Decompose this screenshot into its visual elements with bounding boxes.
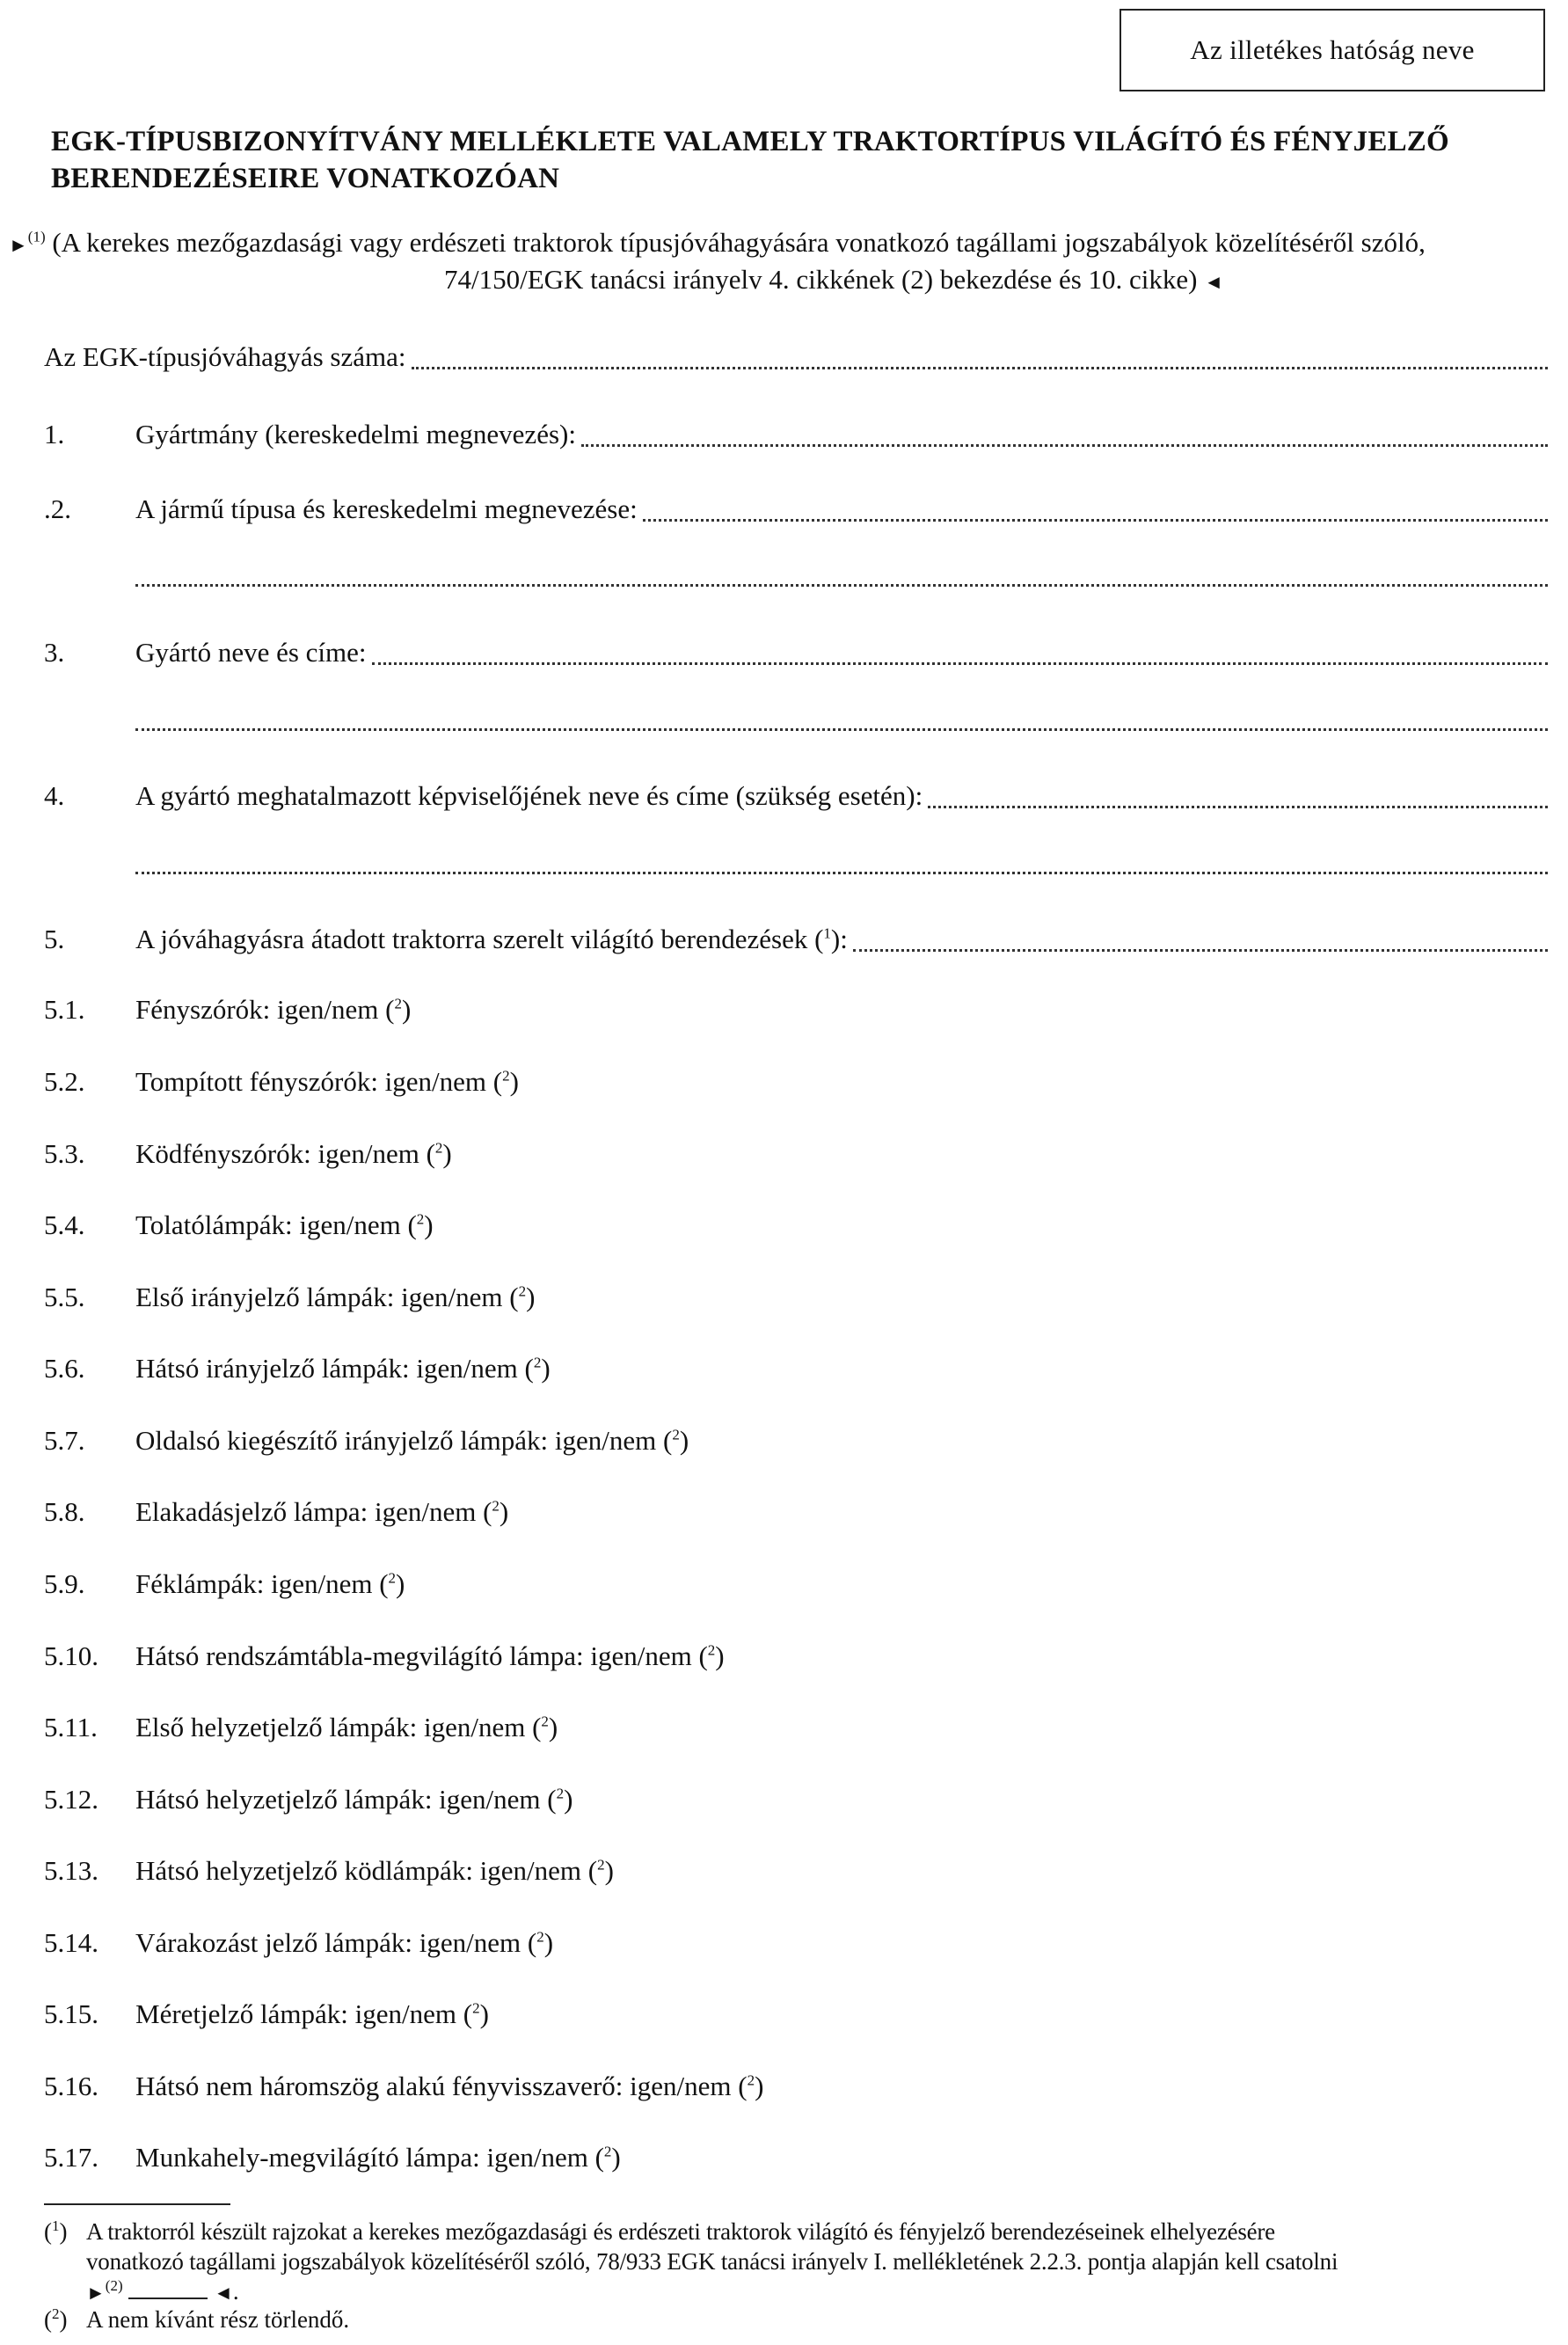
item-fill-line[interactable] [643, 490, 1548, 522]
lamp-number: 5.5. [44, 1282, 85, 1312]
lamp-number: 5.9. [44, 1568, 85, 1599]
item-label: A gyártó meghatalmazott képviselőjének neve és címe (szükség esetén): [135, 780, 923, 811]
lamp-label: Ködfényszórók: igen/nem ($^2$) [135, 1138, 452, 1169]
lamp-number: 5.3. [44, 1138, 85, 1169]
item-fill-line[interactable] [372, 633, 1548, 665]
item-label: Gyártmány (kereskedelmi megnevezés): [135, 419, 576, 449]
lamp-label: Méretjelző lámpák: igen/nem ($^2$) [135, 1998, 489, 2029]
lamp-row [44, 1637, 1548, 1676]
item-row [44, 633, 1548, 672]
lamp-number: 5.16. [44, 2071, 98, 2101]
amendment-text-2: 74/150/EGK tanácsi irányelv 4. cikkének (2) bekezdése és 10. cikke) [444, 264, 1198, 295]
lamp-label: Hátsó nem háromszög alakú fényvisszaverő: igen/nem ($^2$) [135, 2071, 764, 2101]
amendment-note-line-1 [9, 225, 1426, 263]
lamp-label: Oldalsó kiegészítő irányjelző lámpák: igen/nem ($^2$) [135, 1425, 689, 1456]
item-row [44, 920, 1548, 959]
lamp-label: Tompított fényszórók: igen/nem ($^2$) [135, 1066, 519, 1097]
footnote-ref[interactable]: 2 [672, 1426, 680, 1443]
amendment-start-marker-icon: ► [9, 234, 28, 256]
amendment-ref: (1) [27, 228, 46, 245]
lamp-row [44, 1780, 1548, 1819]
footnote-ref[interactable]: 2 [416, 1210, 425, 1228]
lamp-row [44, 1565, 1548, 1604]
item-fill-line[interactable] [928, 777, 1548, 808]
lamp-number: 5.2. [44, 1066, 85, 1097]
lamp-row [44, 1493, 1548, 1531]
item-continuation-fill-line[interactable] [135, 555, 1548, 587]
lamp-label: Első helyzetjelző lámpák: igen/nem ($^2$) [135, 1712, 558, 1742]
footnote-1-text-line-3: ►$^{(2)}$ ◄. [86, 2277, 239, 2305]
footnote-ref[interactable]: 2 [472, 1999, 480, 2017]
lamp-row [44, 1421, 1548, 1460]
lamp-row [44, 1924, 1548, 1962]
lamp-row [44, 1063, 1548, 1101]
item-row [44, 777, 1548, 815]
footnote-ref[interactable]: 2 [518, 1282, 527, 1300]
footnote-ref[interactable]: 2 [597, 1856, 605, 1874]
approval-number-fill-line[interactable] [412, 338, 1549, 369]
amendment-text-1: (A kerekes mezőgazdasági vagy erdészeti traktorok típusjóváhagyására vonatkozó tagállami jogszabályok közelítéséről szóló, [52, 227, 1426, 258]
lamp-row [44, 1852, 1548, 1890]
lamp-label: Hátsó helyzetjelző lámpák: igen/nem ($^2$) [135, 1784, 573, 1815]
item-fill-line[interactable] [853, 920, 1548, 952]
item-row [44, 490, 1548, 529]
footnote-separator [44, 2203, 230, 2205]
lamp-number: 5.12. [44, 1784, 98, 1815]
footnote-ref[interactable]: 1 [823, 924, 831, 942]
item-fill-line[interactable] [581, 415, 1548, 447]
lamp-row [44, 2067, 1548, 2106]
lamp-number: 5.17. [44, 2142, 98, 2173]
footnote-marker-ref: (2) [105, 2277, 123, 2294]
lamp-label: Fényszórók: igen/nem ($^2$) [135, 994, 412, 1025]
footnote-ref[interactable]: 2 [541, 1713, 549, 1730]
footnote-2 [44, 2305, 1548, 2336]
item-continuation-fill-line[interactable] [135, 699, 1548, 731]
item-label: A jármű típusa és kereskedelmi megnevezése: [135, 493, 638, 524]
lamp-number: 5.8. [44, 1496, 85, 1527]
lamp-row [44, 1349, 1548, 1388]
lamp-row [44, 2138, 1548, 2177]
lamp-number: 5.7. [44, 1425, 85, 1456]
item-continuation-fill-line[interactable] [135, 843, 1548, 874]
footnote-1-text-line-1: A traktorról készült rajzokat a kerekes mezőgazdasági és erdészeti traktorok világító és fényjelző berendezéseinek elhelyezésére [86, 2218, 1275, 2245]
amendment-end-marker-icon: ◄ [1204, 271, 1224, 293]
footnote-1 [44, 2217, 1548, 2313]
footnote-2-text: A nem kívánt rész törlendő. [86, 2306, 350, 2333]
lamp-number: 5.6. [44, 1353, 85, 1384]
footnote-ref[interactable]: 2 [533, 1354, 542, 1371]
lamp-row [44, 1135, 1548, 1173]
item-number: .2. [44, 493, 71, 524]
lamp-label: Hátsó helyzetjelző ködlámpák: igen/nem ($^2$) [135, 1855, 614, 1886]
footnote-ref[interactable]: 2 [388, 1569, 397, 1587]
lamp-label: Tolatólámpák: igen/nem ($^2$) [135, 1209, 434, 1240]
lamp-number: 5.1. [44, 994, 85, 1025]
footnote-end-marker-icon: ◄ [214, 2282, 233, 2304]
competent-authority-label: Az illetékes hatóság neve [1190, 34, 1475, 65]
item-number: 4. [44, 780, 65, 811]
competent-authority-box [1119, 9, 1545, 91]
lamp-row [44, 1278, 1548, 1317]
item-label: Gyártó neve és címe: [135, 637, 367, 668]
footnote-ref[interactable]: 2 [556, 1785, 565, 1802]
lamp-number: 5.13. [44, 1855, 98, 1886]
item-row [44, 415, 1548, 454]
footnote-2-mark: ($^2$) [44, 2305, 68, 2333]
lamp-number: 5.15. [44, 1998, 98, 2029]
approval-number-label: Az EGK-típusjóváhagyás száma: [44, 341, 406, 372]
lamp-label: Várakozást jelző lámpák: igen/nem ($^2$) [135, 1927, 554, 1958]
footnote-1-mark: ($^1$) [44, 2217, 68, 2245]
lamp-label: Féklámpák: igen/nem ($^2$) [135, 1568, 405, 1599]
lamp-number: 5.4. [44, 1209, 85, 1240]
footnote-ref[interactable]: 2 [707, 1641, 716, 1659]
footnote-1-text-line-2: vonatkozó tagállami jogszabályok közelítéséről szóló, 78/933 EGK tanácsi irányelv I. mellékletének 2.2.3. pontja alapján kell csatolni [86, 2248, 1338, 2275]
footnote-ref[interactable]: 2 [492, 1497, 500, 1515]
lamp-label: Első irányjelző lámpák: igen/nem ($^2$) [135, 1282, 536, 1312]
footnote-ref[interactable]: 2 [434, 1139, 443, 1157]
lamp-label: Hátsó rendszámtábla-megvilágító lámpa: igen/nem ($^2$) [135, 1640, 725, 1671]
deleted-text-blank [128, 2276, 208, 2299]
item-number: 1. [44, 419, 65, 449]
footnote-ref[interactable]: 2 [603, 2143, 612, 2160]
lamp-row [44, 1995, 1548, 2034]
amendment-note-line-2 [444, 262, 1223, 300]
lamp-row [44, 1708, 1548, 1747]
item-label: A jóváhagyásra átadott traktorra szerelt világító berendezések ($^1$): [135, 924, 848, 954]
lamp-row [44, 1206, 1548, 1245]
lamp-number: 5.11. [44, 1712, 98, 1742]
footnote-ref[interactable]: 2 [394, 995, 402, 1012]
lamp-label: Munkahely-megvilágító lámpa: igen/nem ($^2$) [135, 2142, 621, 2173]
lamp-label: Elakadásjelző lámpa: igen/nem ($^2$) [135, 1496, 509, 1527]
item-number: 5. [44, 924, 65, 954]
lamp-number: 5.14. [44, 1927, 98, 1958]
document-title: EGK-TÍPUSBIZONYÍTVÁNY MELLÉKLETE VALAMELY TRAKTORTÍPUS VILÁGÍTÓ ÉS FÉNYJELZŐ BERENDEZÉSEIRE VONATKOZÓAN [51, 126, 1449, 194]
item-number: 3. [44, 637, 65, 668]
lamp-number: 5.10. [44, 1640, 98, 1671]
footnote-start-marker-icon: ► [86, 2282, 106, 2304]
footnote-ref[interactable]: 2 [747, 2071, 755, 2089]
footnote-ref[interactable]: 2 [536, 1928, 544, 1946]
lamp-row [44, 990, 1548, 1029]
approval-number-row [44, 338, 1548, 376]
lamp-label: Hátsó irányjelző lámpák: igen/nem ($^2$) [135, 1353, 551, 1384]
footnote-ref[interactable]: 2 [502, 1067, 510, 1085]
